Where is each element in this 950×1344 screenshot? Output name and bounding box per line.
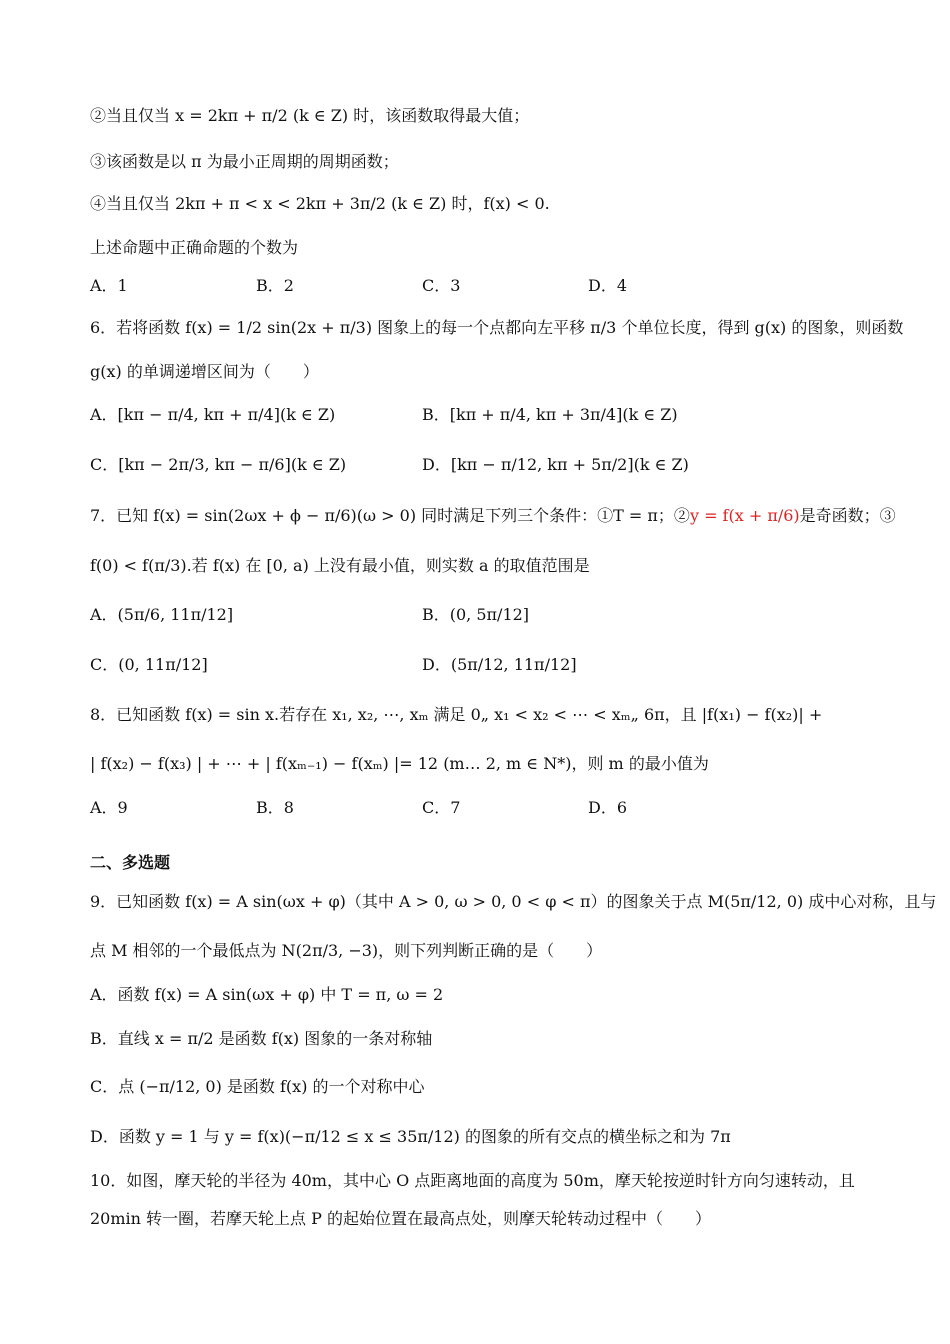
q8-option-a: A．9 [90, 798, 128, 817]
question-10-stem: 10．如图，摩天轮的半径为 40m，其中心 O 点距离地面的高度为 50m，摩天轮按逆时针方向匀速转动，且 [90, 1171, 855, 1190]
statement-4: ④当且仅当 2kπ + π < x < 2kπ + 3π/2 (k ∈ Z) 时，f(x) < 0. [90, 194, 550, 213]
section-heading-multiple-choice: 二、多选题 [90, 853, 171, 872]
q6-option-b: B．[kπ + π/4, kπ + 3π/4](k ∈ Z) [422, 405, 678, 424]
q9-option-c: C．点 (−π/12, 0) 是函数 f(x) 的一个对称中心 [90, 1077, 425, 1096]
statement-3: ③该函数是以 π 为最小正周期的周期函数； [90, 152, 399, 171]
q6-option-c: C．[kπ − 2π/3, kπ − π/6](k ∈ Z) [90, 455, 347, 474]
question-9-stem-cont: 点 M 相邻的一个最低点为 N(2π/3, −3)，则下列判断正确的是（ ） [90, 941, 603, 960]
question-7-stem-cont: f(0) < f(π/3).若 f(x) 在 [0, a) 上没有最小值，则实数 a 的取值范围是 [90, 556, 590, 575]
statement-2: ②当且仅当 x = 2kπ + π/2 (k ∈ Z) 时，该函数取得最大值； [90, 106, 530, 125]
q9-option-d: D．函数 y = 1 与 y = f(x)(−π/12 ≤ x ≤ 35π/12) 的图象的所有交点的横坐标之和为 7π [90, 1127, 731, 1146]
question-5-prompt: 上述命题中正确命题的个数为 [90, 238, 299, 257]
question-6-stem: 6．若将函数 f(x) = 1/2 sin(2x + π/3) 图象上的每一个点都向左平移 π/3 个单位长度，得到 g(x) 的图象，则函数 [90, 318, 904, 337]
q7-stem-part1: 7．已知 f(x) = sin(2ωx + ϕ − π/6)(ω > 0) 同时满足下列三个条件：①T = π；② [90, 506, 690, 525]
q7-option-c: C．(0, 11π/12] [90, 655, 208, 674]
question-10-stem-cont: 20min 转一圈，若摩天轮上点 P 的起始位置在最高点处，则摩天轮转动过程中（ ） [90, 1209, 711, 1228]
question-6-stem-cont: g(x) 的单调递增区间为（ ） [90, 362, 319, 381]
q5-option-a: A．1 [90, 276, 128, 295]
q7-stem-part2: 是奇函数；③ [799, 506, 896, 525]
q6-option-d: D．[kπ − π/12, kπ + 5π/2](k ∈ Z) [422, 455, 689, 474]
q7-option-a: A．(5π/6, 11π/12] [90, 605, 234, 624]
question-9-stem: 9．已知函数 f(x) = A sin(ωx + φ)（其中 A > 0, ω > 0, 0 < φ < π）的图象关于点 M(5π/12, 0) 成中心对称，且与 [90, 892, 937, 911]
q7-option-d: D．(5π/12, 11π/12] [422, 655, 577, 674]
q7-option-b: B．(0, 5π/12] [422, 605, 530, 624]
q8-option-b: B．8 [256, 798, 294, 817]
q9-option-a: A．函数 f(x) = A sin(ωx + φ) 中 T = π, ω = 2 [90, 985, 444, 1004]
q7-highlighted-condition: y = f(x + π/6) [689, 506, 800, 525]
question-8-stem: 8．已知函数 f(x) = sin x.若存在 x₁, x₂, ⋯, xₘ 满足 0„ x₁ < x₂ < ⋯ < xₘ„ 6π，且 |f(x₁) − f(x₂)| + [90, 705, 823, 724]
question-8-stem-cont: | f(x₂) − f(x₃) | + ⋯ + | f(xₘ₋₁) − f(xₘ) |= 12 (m… 2, m ∈ N*)，则 m 的最小值为 [90, 754, 709, 773]
q6-option-a: A．[kπ − π/4, kπ + π/4](k ∈ Z) [90, 405, 336, 424]
question-7-stem [90, 506, 896, 526]
q8-option-d: D．6 [588, 798, 628, 817]
q5-option-c: C．3 [422, 276, 461, 295]
q9-option-b: B．直线 x = π/2 是函数 f(x) 图象的一条对称轴 [90, 1029, 433, 1048]
q8-option-c: C．7 [422, 798, 461, 817]
q5-option-d: D．4 [588, 276, 628, 295]
q5-option-b: B．2 [256, 276, 294, 295]
